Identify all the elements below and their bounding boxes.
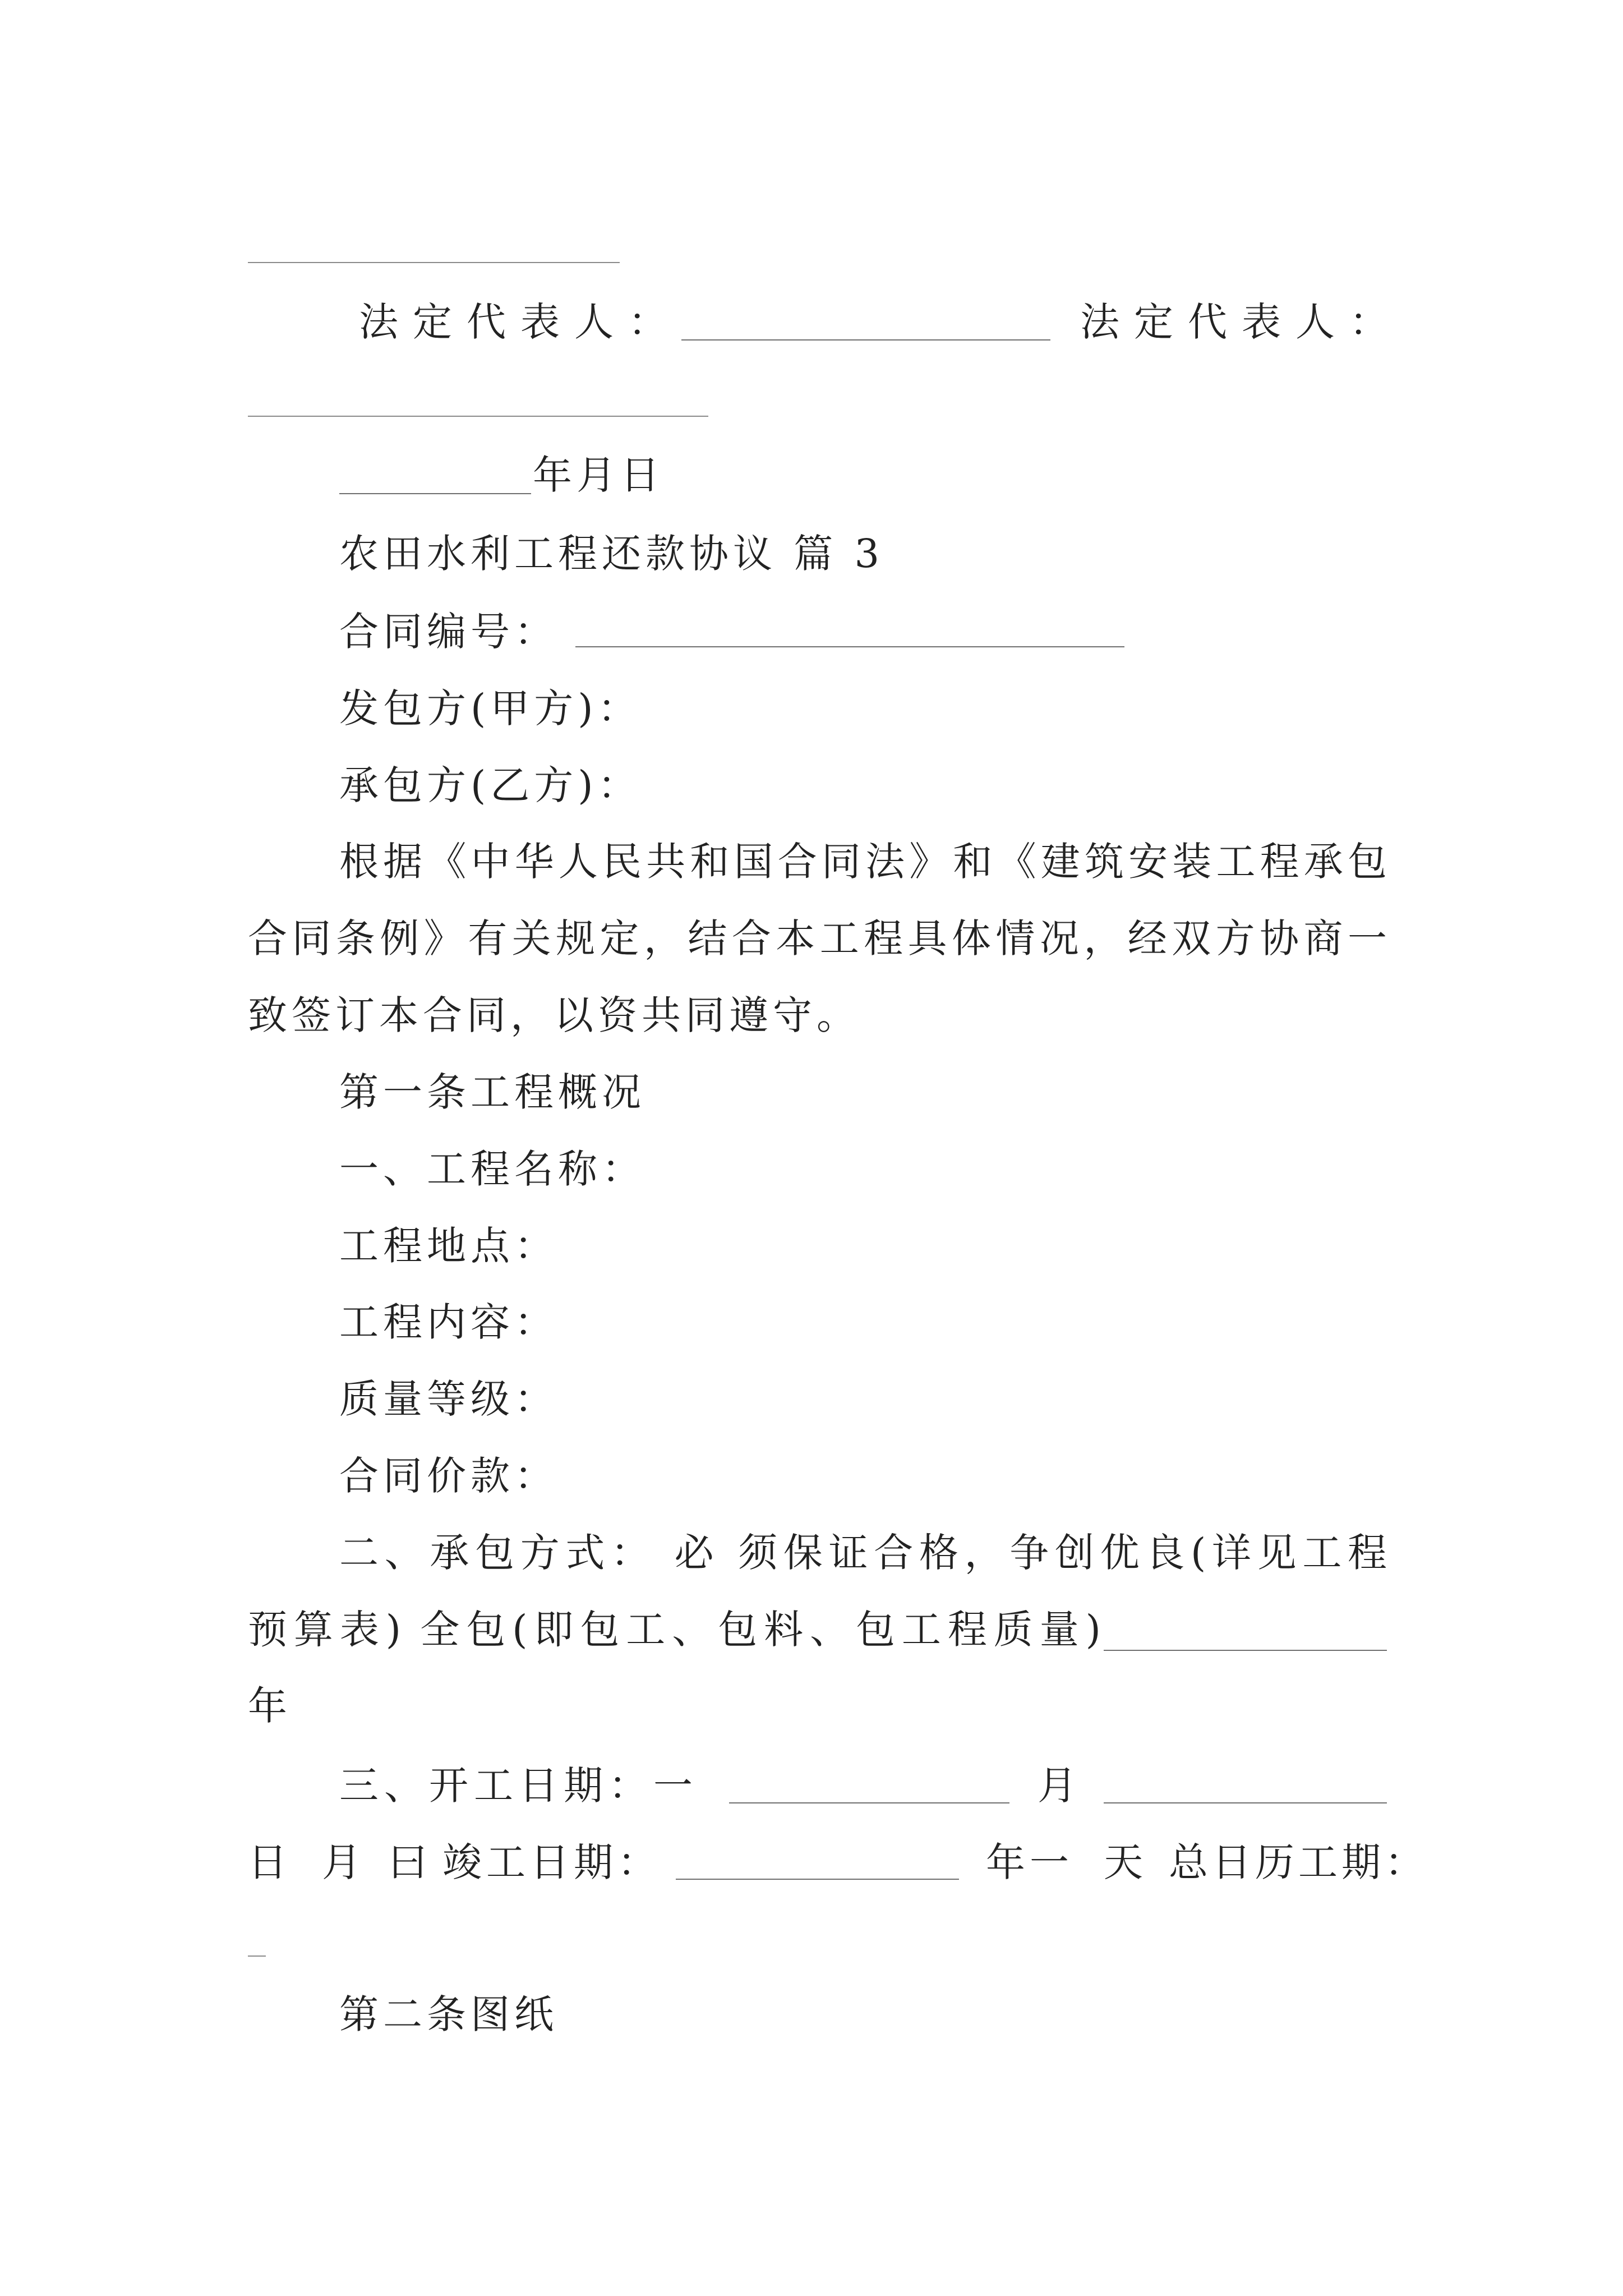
completion-date-blank: [676, 1879, 959, 1880]
project-content-label: 工程内容：: [339, 1299, 558, 1345]
preamble-line-2: [0, 915, 1623, 961]
party-a-legal-representative-blank: [681, 339, 1050, 341]
completion-date-row: [0, 1839, 1623, 1885]
contract-mode-line-3: [0, 1683, 1623, 1729]
days-label: 天: [1104, 1839, 1147, 1885]
contract-price-label: 合同价款：: [339, 1453, 558, 1499]
quality-grade-row: [0, 1376, 1623, 1422]
preamble-text-2: 合同条例》有关规定，结合本工程具体情况，经双方协商一: [248, 915, 1387, 961]
project-location-label: 工程地点：: [339, 1223, 558, 1269]
section-title-row: [0, 531, 1623, 577]
start-month-blank: [1104, 1802, 1387, 1803]
date-year-blank: [339, 493, 531, 494]
signature-line-bottom: [248, 416, 708, 417]
article-2-title-row: [0, 1991, 1623, 2037]
project-name-label: 一、工程名称：: [339, 1146, 645, 1192]
party-b-legal-representative-label: 法定代表人：: [1080, 299, 1403, 345]
legal-representative-row: [0, 299, 1623, 345]
day-label: 日: [248, 1839, 292, 1885]
total-duration-blank-fragment: [248, 1955, 266, 1957]
completion-year-label: 年一: [986, 1839, 1073, 1885]
project-location-row: [0, 1223, 1623, 1269]
preamble-text-3: 致签订本合同，以资共同遵守。: [248, 992, 860, 1038]
contract-number-blank: [575, 646, 1124, 647]
signature-line-top: [248, 262, 620, 263]
date-row: [0, 452, 1623, 498]
preamble-text-1: 根据《中华人民共和国合同法》和《建筑安装工程承包: [339, 839, 1387, 885]
article-1-title: 第一条工程概况: [339, 1069, 645, 1115]
contract-mode-blank: [1104, 1650, 1387, 1651]
month-label: 月: [322, 1839, 366, 1885]
section-title: 农田水利工程还款协议 篇 3: [339, 531, 884, 577]
start-year-blank: [729, 1802, 1009, 1803]
party-b-label: 承包方(乙方)：: [339, 762, 642, 808]
date-suffix: 年月日: [533, 452, 664, 498]
party-a-label: 发包方(甲方)：: [339, 685, 642, 731]
contract-price-row: [0, 1453, 1623, 1499]
party-a-row: [0, 685, 1623, 731]
project-content-row: [0, 1299, 1623, 1345]
preamble-line-3: [0, 992, 1623, 1038]
preamble-line-1: [0, 839, 1623, 885]
start-date-label: 三、开工日期：一: [339, 1763, 698, 1809]
contract-mode-line-2: [0, 1607, 1623, 1653]
article-2-title: 第二条图纸: [339, 1991, 558, 2037]
start-month-label: 月: [1038, 1763, 1081, 1809]
total-duration-label: 总日历工期：: [1169, 1839, 1428, 1885]
quality-grade-label: 质量等级：: [339, 1376, 558, 1422]
project-name-row: [0, 1146, 1623, 1192]
contract-number-label: 合同编号：: [339, 609, 558, 655]
contract-mode-line-1: [0, 1530, 1623, 1576]
party-b-row: [0, 762, 1623, 808]
article-1-title-row: [0, 1069, 1623, 1115]
contract-mode-text-1: 二、承包方式： 必 须保证合格，争创优良(详见工程: [339, 1530, 1387, 1576]
contract-mode-text-3: 年: [248, 1683, 292, 1729]
completion-date-label: 竣工日期：: [442, 1839, 661, 1885]
contract-mode-text-2: 预算表) 全包(即包工、包料、包工程质量): [248, 1607, 1101, 1653]
day-alt-label: 曰: [388, 1839, 432, 1885]
contract-number-row: [0, 609, 1623, 655]
party-a-legal-representative-label: 法定代表人：: [359, 299, 682, 345]
start-date-row: [0, 1763, 1623, 1809]
